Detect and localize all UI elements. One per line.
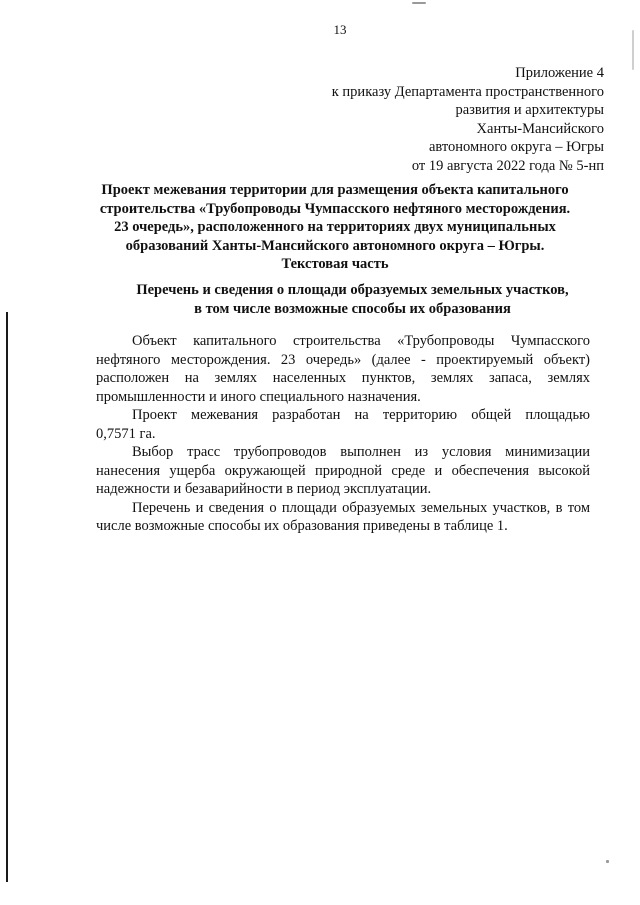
scan-speck (606, 860, 609, 863)
paragraph-line: нанесения ущерба окружающей природной среде и обеспечения высокой (96, 462, 590, 479)
paragraph (96, 406, 590, 443)
section-heading (110, 281, 595, 318)
paragraph-line: Объект капитального строительства «Трубопроводы Чумпасского (132, 333, 590, 349)
section-heading-line: в том числе возможные способы их образования (194, 300, 511, 317)
scan-speck (412, 2, 426, 4)
body-text (96, 332, 590, 536)
page-number: 13 (333, 22, 347, 37)
title-line: образований Ханты-Мансийского автономного округа – Югры. (125, 237, 545, 254)
paragraph-line: Выбор трасс трубопроводов выполнен из условия минимизации (132, 444, 590, 460)
appendix-block (244, 64, 604, 175)
appendix-line: Ханты-Мансийского (476, 120, 604, 137)
appendix-line: к приказу Департамента пространственного (331, 83, 604, 100)
document-title (60, 181, 610, 274)
appendix-line: автономного округа – Югры (428, 139, 604, 155)
appendix-line: развития и архитектуры (455, 102, 604, 118)
appendix-line: Приложение 4 (515, 65, 604, 81)
paragraph-line: 0,7571 га. (96, 425, 156, 442)
paragraph-line: нефтяного месторождения. 23 очередь» (далее - проектируемый объект) (96, 351, 590, 368)
title-line: Текстовая часть (281, 256, 389, 272)
paragraph-line: Проект межевания разработан на территорию общей площадью (132, 407, 590, 423)
paragraph (96, 443, 590, 499)
paragraph-line: числе возможные способы их образования приведены в таблице 1. (96, 518, 508, 534)
paragraph-line: расположен на землях населенных пунктов, землях запаса, землях (96, 370, 590, 386)
paragraph-line: Перечень и сведения о площади образуемых земельных участков, в том (132, 499, 590, 516)
paragraph-line: промышленности и иного специального назначения. (96, 388, 421, 405)
appendix-line: от 19 августа 2022 года № 5-нп (411, 157, 604, 174)
scan-speck (632, 30, 634, 70)
paragraph (96, 499, 590, 536)
paragraph (96, 332, 590, 406)
paragraph-line: надежности и безаварийности в период эксплуатации. (96, 481, 432, 497)
scan-margin-edge (6, 312, 8, 882)
title-line: 23 очередь», расположенного на территориях двух муниципальных (114, 219, 556, 235)
title-line: Проект межевания территории для размещения объекта капитального (101, 182, 569, 198)
title-line: строительства «Трубопроводы Чумпасского нефтяного месторождения. (99, 200, 571, 217)
section-heading-line: Перечень и сведения о площади образуемых земельных участков, (136, 282, 569, 298)
